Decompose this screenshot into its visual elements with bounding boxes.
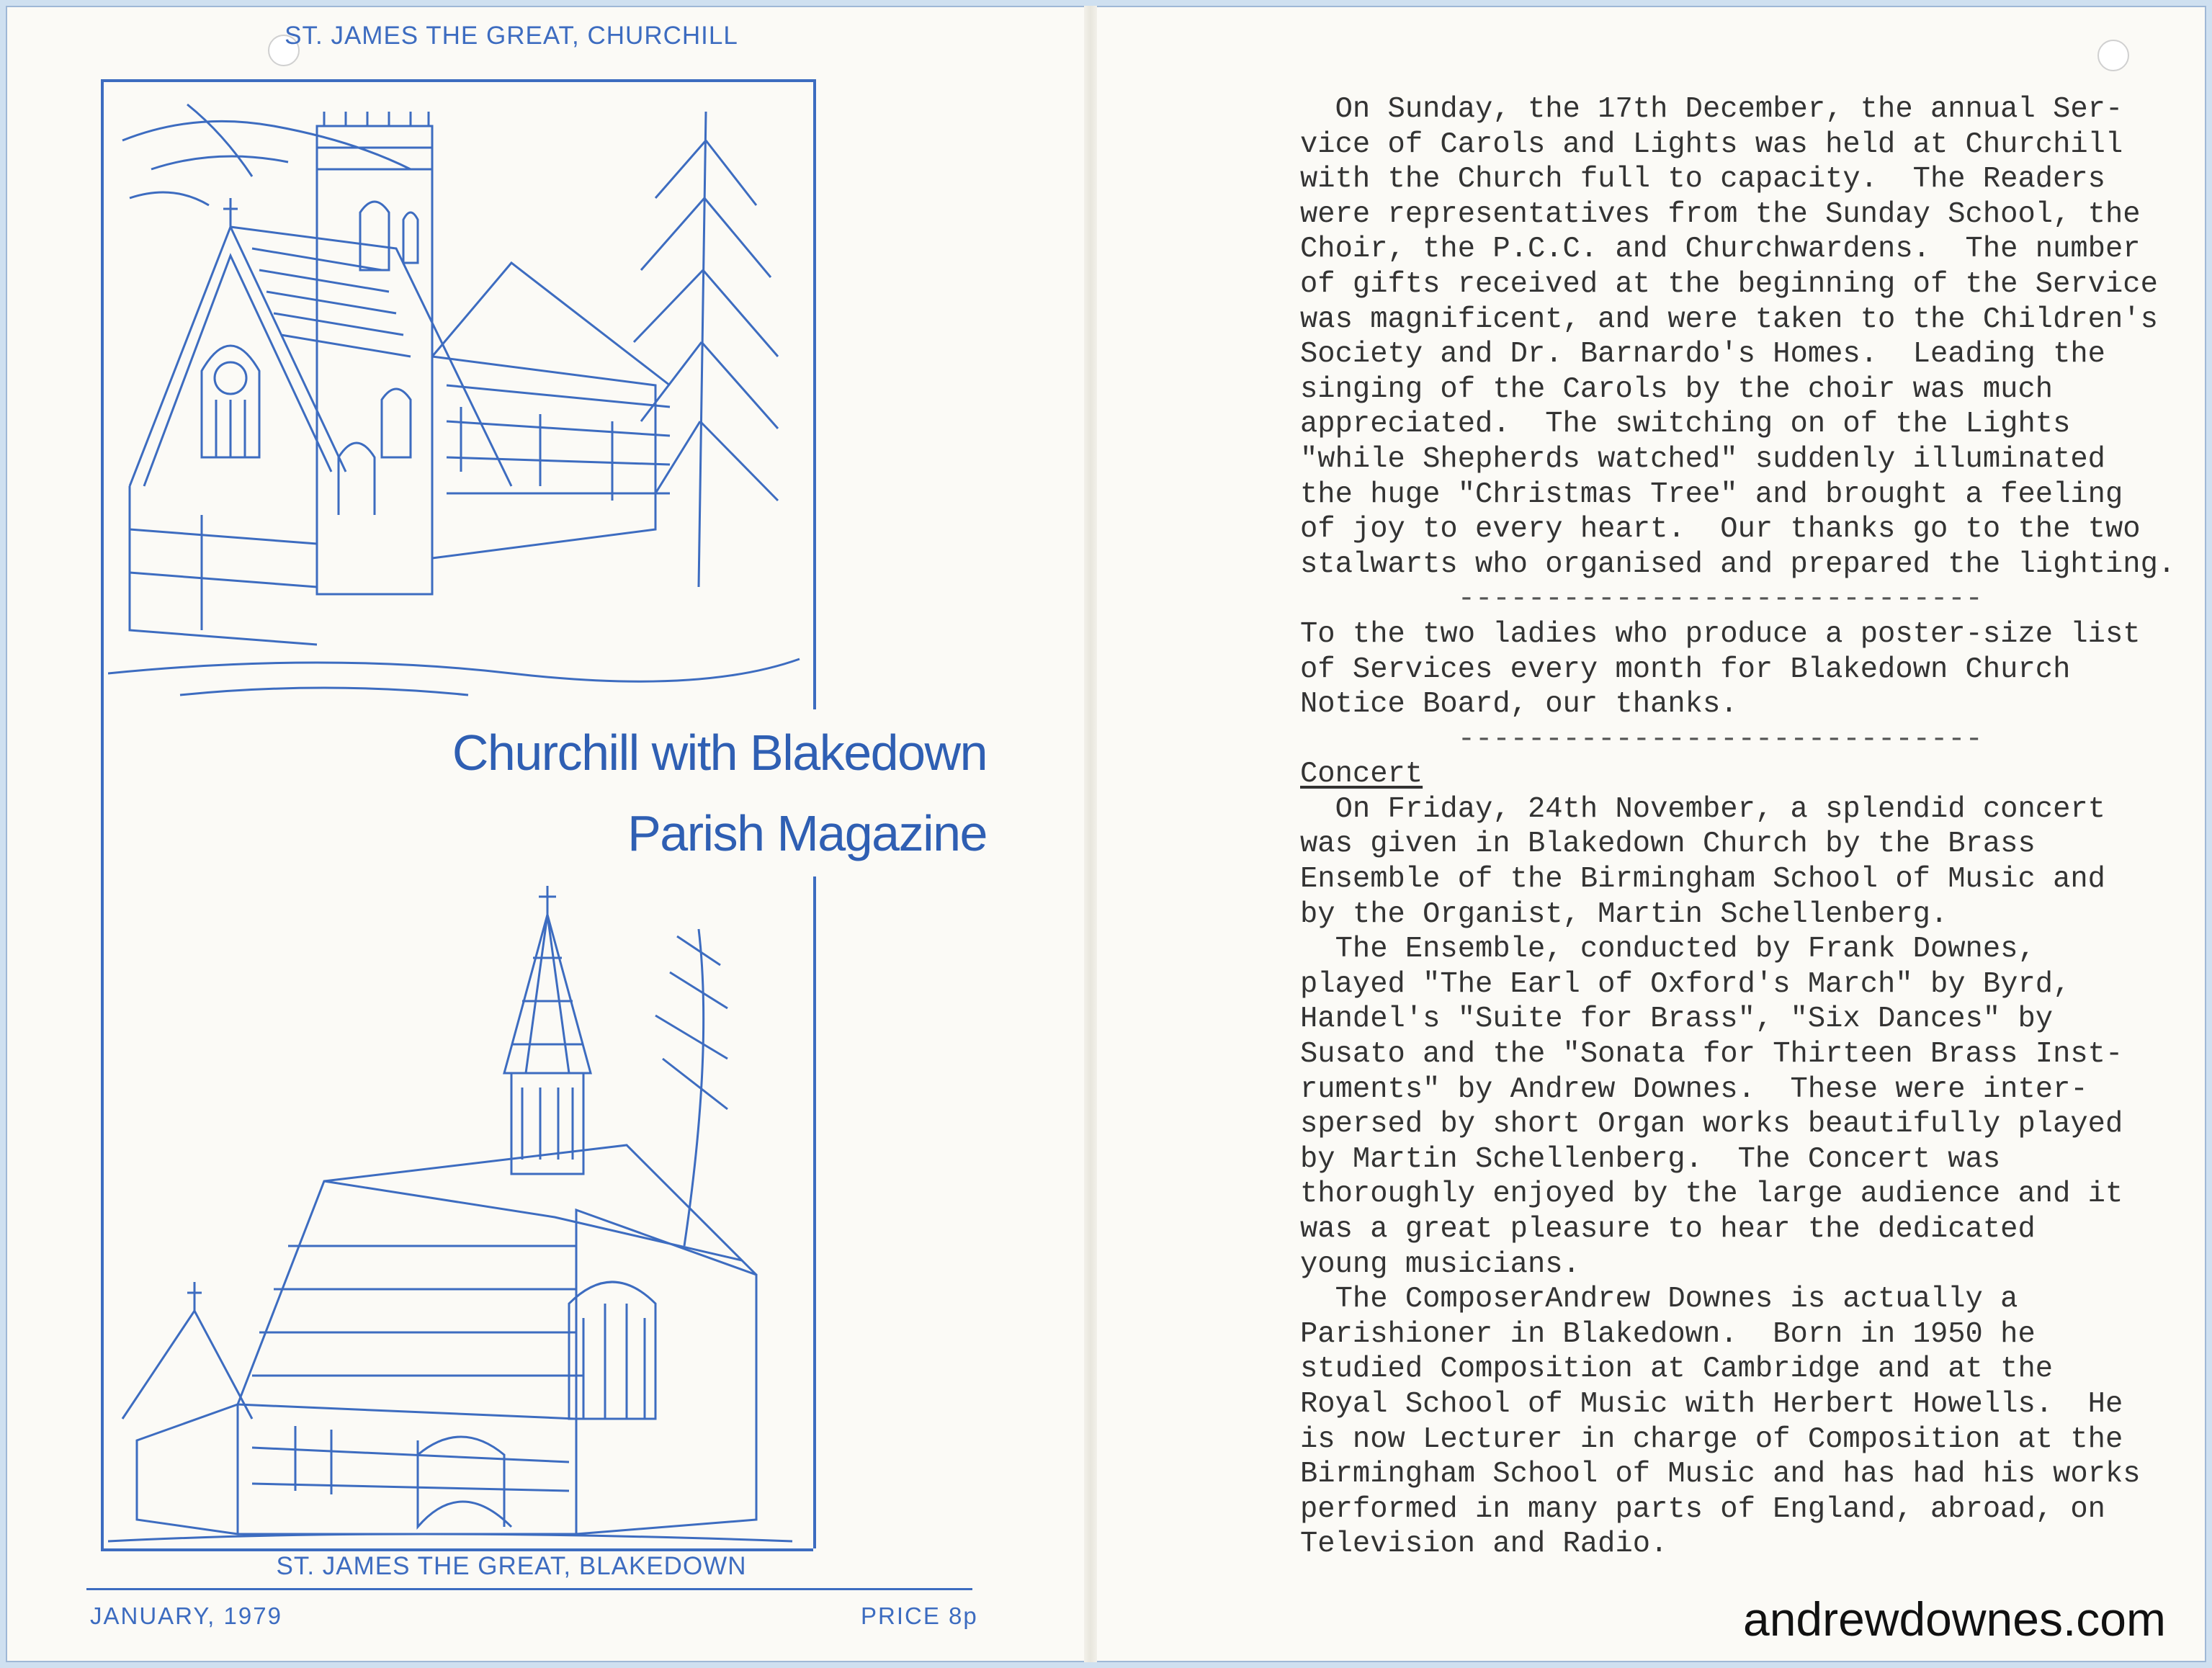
article-line: of gifts received at the beginning of the Service: [1300, 267, 2158, 301]
article-line: young musicians.: [1300, 1247, 1580, 1281]
article-line: Notice Board, our thanks.: [1300, 688, 1738, 722]
article-line: To the two ladies who produce a poster-size list: [1300, 617, 2141, 651]
typed-article: [1300, 92, 2179, 1562]
article-line: performed in many parts of England, abroad, on: [1300, 1492, 2105, 1526]
article-line: were representatives from the Sunday School, the: [1300, 197, 2141, 231]
article-line: Royal School of Music with Herbert Howells. He: [1300, 1387, 2123, 1421]
article-line: played "The Earl of Oxford's March" by Byrd,: [1300, 967, 2071, 1001]
article-line: "while Shepherds watched" suddenly illuminated: [1300, 442, 2105, 476]
article-line: Television and Radio.: [1300, 1528, 1668, 1561]
page-fold: [1084, 6, 1097, 1662]
magazine-title-line1: Churchill with Blakedown: [452, 725, 987, 781]
article-line: stalwarts who organised and prepared the lighting.: [1300, 547, 2176, 581]
article-line: was a great pleasure to hear the dedicated: [1300, 1213, 2036, 1246]
article-line: with the Church full to capacity. The Readers: [1300, 163, 2105, 197]
article-line: ruments" by Andrew Downes. These were inter-: [1300, 1072, 2088, 1106]
article-line: Society and Dr. Barnardo's Homes. Leading the: [1300, 338, 2105, 372]
article-line: was given in Blakedown Church by the Brass: [1300, 828, 2036, 861]
concert-heading: Concert: [1300, 758, 1423, 792]
article-line: appreciated. The switching on of the Lights: [1300, 408, 2071, 441]
issue-date: JANUARY, 1979: [90, 1602, 282, 1629]
article-line: Ensemble of the Birmingham School of Music and: [1300, 863, 2105, 897]
article-line: Parishioner in Blakedown. Born in 1950 he: [1300, 1317, 2036, 1351]
cover-bottom-church-name: ST. JAMES THE GREAT, BLAKEDOWN: [276, 1552, 747, 1580]
article-line: of joy to every heart. Our thanks go to the two: [1300, 513, 2141, 547]
section-divider: ------------------------------: [1300, 722, 1983, 756]
punch-hole: [2097, 40, 2129, 71]
churchill-church-drawing: [108, 83, 807, 717]
article-line: of Services every month for Blakedown Church: [1300, 653, 2071, 686]
article-line: was magnificent, and were taken to the Children's: [1300, 302, 2158, 336]
article-line: thoroughly enjoyed by the large audience and it: [1300, 1178, 2123, 1211]
article-line: Choir, the P.C.C. and Churchwardens. The number: [1300, 233, 2141, 266]
magazine-title-line2: Parish Magazine: [627, 805, 987, 861]
article-line: The ComposerAndrew Downes is actually a: [1300, 1283, 2018, 1317]
article-line: the huge "Christmas Tree" and brought a feeling: [1300, 477, 2123, 511]
cover-footer-rule: [86, 1588, 972, 1590]
cover-frame-bottom: [101, 1548, 813, 1551]
magazine-title: [418, 709, 994, 876]
article-line: Handel's "Suite for Brass", "Six Dances" by: [1300, 1003, 2054, 1036]
blakedown-church-drawing: [108, 871, 807, 1548]
article-line: On Sunday, the 17th December, the annual Ser-: [1300, 93, 2123, 126]
issue-price: PRICE 8p: [861, 1602, 978, 1629]
article-line: Susato and the "Sonata for Thirteen Brass Inst-: [1300, 1038, 2123, 1072]
article-line: by the Organist, Martin Schellenberg.: [1300, 897, 1948, 931]
article-line: vice of Carols and Lights was held at Churchill: [1300, 127, 2123, 161]
cover-top-church-name: ST. JAMES THE GREAT, CHURCHILL: [285, 22, 738, 50]
article-line: singing of the Carols by the choir was much: [1300, 372, 2054, 406]
article-line: by Martin Schellenberg. The Concert was: [1300, 1142, 2001, 1176]
article-line: On Friday, 24th November, a splendid concert: [1300, 792, 2105, 826]
article-line: studied Composition at Cambridge and at the: [1300, 1353, 2054, 1386]
article-line: Birmingham School of Music and has had his works: [1300, 1458, 2141, 1492]
section-divider: ------------------------------: [1300, 583, 1983, 616]
article-line: is now Lecturer in charge of Composition at the: [1300, 1422, 2123, 1456]
article-line: spersed by short Organ works beautifully played: [1300, 1108, 2123, 1142]
website-watermark: andrewdownes.com: [1743, 1592, 2166, 1646]
article-line: The Ensemble, conducted by Frank Downes,: [1300, 933, 2036, 967]
